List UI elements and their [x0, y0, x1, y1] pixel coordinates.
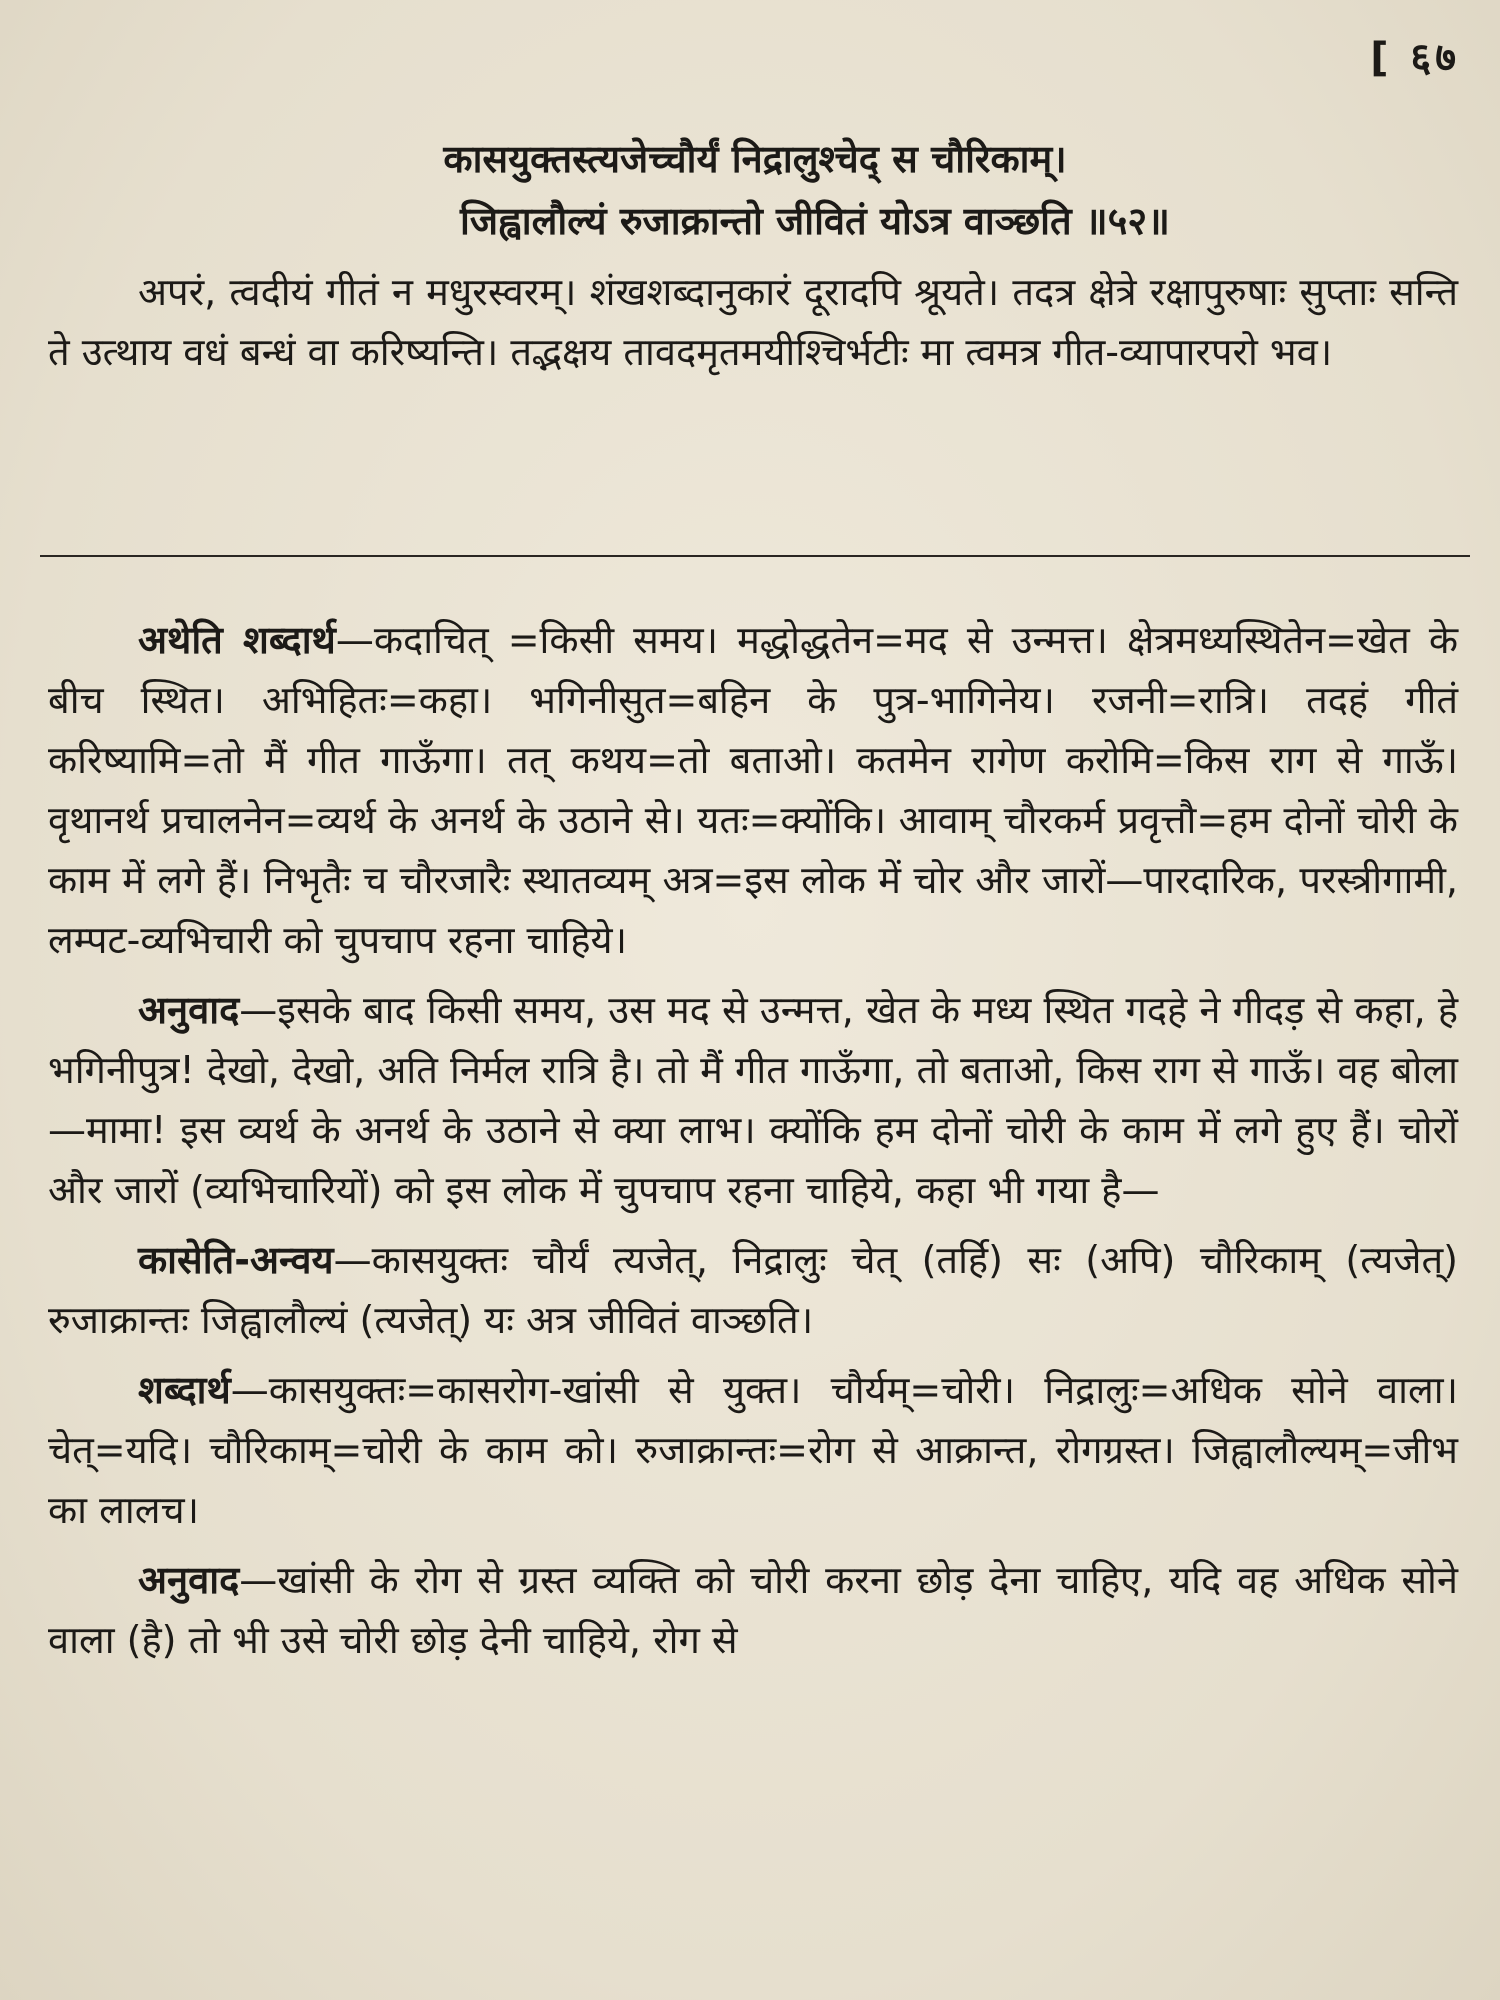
- anvay-paragraph: [48, 1230, 1458, 1350]
- shabdarth-paragraph-2: [48, 1360, 1458, 1540]
- section-text: —खांसी के रोग से ग्रस्त व्यक्ति को चोरी करना छोड़ देना चाहिए, यदि वह अधिक सोने वाला (है) तो भी उसे चोरी छोड़ देनी चाहिये, रोग से: [48, 1558, 1458, 1662]
- section-divider: [40, 555, 1470, 557]
- verse-52: [60, 128, 1450, 252]
- section-text: —इसके बाद किसी समय, उस मद से उन्मत्त, खेत के मध्य स्थित गदहे ने गीदड़ से कहा, हे भगिनीपुत्र! देखो, देखो, अति निर्मल रात्रि है। तो मैं गीत गाऊँगा, तो बताओ, किस राग से गाऊँ। वह बोला—मामा! इस व्यर्थ के अनर्थ के उठाने से क्या लाभ। क्योंकि हम दोनों चोरी के काम में लगे हुए हैं। चोरों और जारों (व्यभिचारियों) को इस लोक में चुपचाप रहना चाहिये, कहा भी गया है—: [48, 988, 1458, 1212]
- section-text: —कदाचित् =किसी समय। मद्धोद्धतेन=मद से उन्मत्त। क्षेत्रमध्यस्थितेन=खेत के बीच स्थित। अभिहितः=कहा। भगिनीसुत=बहिन के पुत्र-भागिनेय। रजनी=रात्रि। तदहं गीतं करिष्यामि=तो मैं गीत गाऊँगा। तत् कथय=तो बताओ। कतमेन रागेण करोमि=किस राग से गाऊँ। वृथानर्थ प्रचालनेन=व्यर्थ के अनर्थ के उठाने से। यतः=क्योंकि। आवाम् चौरकर्म प्रवृत्तौ=हम दोनों चोरी के काम में लगे हैं। निभृतैः च चौरजारैः स्थातव्यम् अत्र=इस लोक में चोर और जारों—पारदारिक, परस्त्रीगामी, लम्पट-व्यभिचारी को चुपचाप रहना चाहिये।: [48, 618, 1459, 962]
- top-prose-paragraph: अपरं, त्वदीयं गीतं न मधुरस्वरम्। शंखशब्दानुकारं दूरादपि श्रूयते। तदत्र क्षेत्रे रक्षापुरुषाः सुप्ताः सन्ति ते उत्थाय वधं बन्धं वा करिष्यन्ति। तद्भक्षय तावदमृतमयीश्चिर्भटीः मा त्वमत्र गीत-व्यापारपरो भव।: [48, 270, 1458, 374]
- section-label: कासेति-अन्वय: [138, 1238, 334, 1282]
- section-label: अथेति शब्दार्थ: [138, 618, 336, 662]
- section-label: शब्दार्थ: [138, 1368, 231, 1412]
- anuvad-paragraph-1: [48, 980, 1458, 1220]
- section-label: अनुवाद: [138, 988, 240, 1032]
- commentary: [48, 610, 1458, 1670]
- shabdarth-paragraph-1: [48, 610, 1458, 970]
- section-text: —कासयुक्तः चौर्यं त्यजेत्, निद्रालुः चेत् (तर्हि) सः (अपि) चौरिकाम् (त्यजेत्) रुजाक्रान्तः जिह्वालौल्यं (त्यजेत्) यः अत्र जीवितं वाञ्छति।: [48, 1238, 1458, 1342]
- anuvad-paragraph-2: [48, 1550, 1458, 1670]
- section-label: अनुवाद: [138, 1558, 240, 1602]
- verse-line-1: कासयुक्तस्त्यजेच्चौर्यं निद्रालुश्चेद् स चौरिकाम्।: [443, 137, 1067, 181]
- page-number: [ ६७: [1370, 35, 1460, 81]
- verse-line-2: जिह्वालौल्यं रुजाक्रान्तो जीवितं योऽत्र वाञ्छति ॥५२॥: [460, 199, 1170, 243]
- section-text: —कासयुक्तः=कासरोग-खांसी से युक्त। चौर्यम्=चोरी। निद्रालुः=अधिक सोने वाला। चेत्=यदि। चौरिकाम्=चोरी के काम को। रुजाक्रान्तः=रोग से आक्रान्त, रोगग्रस्त। जिह्वालौल्यम्=जीभ का लालच।: [48, 1368, 1458, 1532]
